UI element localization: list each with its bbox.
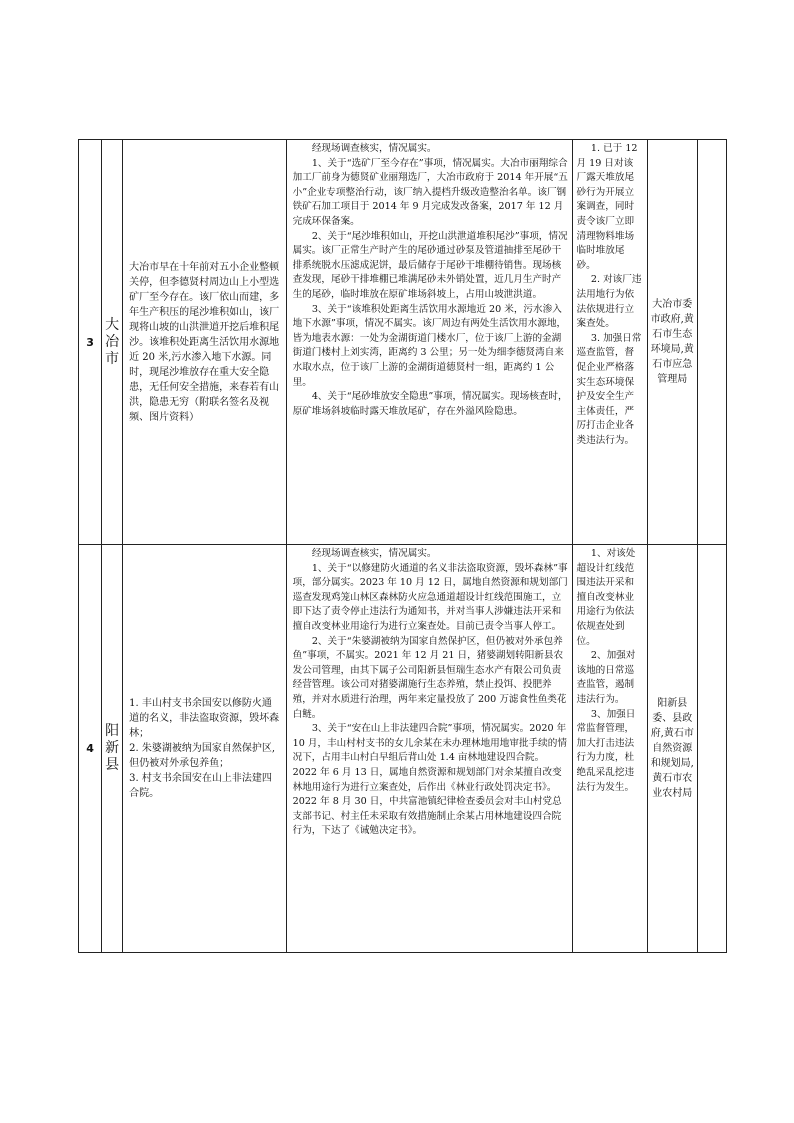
measure-item: 3. 加强日常巡查监管，督促企业严格落实生态环境保护及安全生产主体责任，严厉打击企业各类违法行为。 [576, 332, 642, 446]
measure-item: 1. 已于 12 月 19 日对该厂露天堆放尾砂行为开展立案调查，同时责令该厂立即清理物料堆场临时堆放尾砂。 [576, 143, 638, 271]
empty-cell [697, 545, 726, 953]
row-number: 3 [79, 140, 102, 545]
check-result-cell [286, 545, 572, 953]
issue-cell [123, 545, 287, 953]
table-row [79, 140, 727, 545]
measure-item: 1、对该处超设计红线范围违法开采和擅自改变林业用途行为依法依规查处到位。 [576, 548, 636, 647]
issue-line: 1. 丰山村支书余国安以修防火通道的名义，非法盗取资源，毁坏森林； [129, 698, 280, 739]
issue-line: 2. 朱婆湖被纳为国家自然保护区,但仍被对外承包养鱼； [129, 743, 276, 769]
issue-cell [123, 140, 287, 545]
area-text: 阳新县 [105, 723, 120, 773]
measures-cell [572, 545, 647, 953]
check-paragraph: 经现场调查核实，情况属实。 [311, 548, 437, 559]
row-number: 4 [79, 545, 102, 953]
responsible-unit: 大冶市委市政府,黄石市生态环境局,黄石市应急管理局 [647, 140, 697, 545]
check-result-cell [286, 140, 572, 545]
measures-cell [572, 140, 647, 545]
area-name [102, 140, 123, 545]
check-paragraph: 2、关于“尾沙堆积如山，开挖山洪泄道堆积尾沙”事项，情况属实。该厂正常生产时产生的尾砂通过砂泵及管道抽排至尾砂干排系统脱水压滤成泥饼，最后储存于尾砂干堆棚待销售。现场核查发现，尾砂干排堆棚已堆满尾砂未外销处置，近几月生产时产生的尾砂，临时堆放在原矿堆场斜坡上，占用山坡泄洪道。 [292, 230, 568, 300]
complaint-table [78, 139, 727, 953]
empty-cell [697, 140, 726, 545]
measure-item: 2、加强对该地的日常巡查监管，遏制违法行为。 [576, 650, 636, 705]
check-paragraph: 3、关于“安在山上非法建四合院”事项，情况属实。2020 年 10 月，丰山村村支书的女儿余某在未办理林地用地审批手续的情况下，占用丰山村白早组后背山处 1.4 亩林地建设四合院。2022 年 6 月 13 日，属地自然资源和规划部门对余某擅自改变林地用途行为进行立案查处，后作出《林业行政处罚决定书》。2022 年 8 月 30 日，中共富池镇纪律检查委员会对丰山村党总支部书记、村主任未采取有效措施制止余某占用林地建设四合院行为，下达了《诫勉决定书》。 [292, 723, 567, 837]
check-paragraph: 2、关于“朱婆湖被纳为国家自然保护区，但仍被对外承包养鱼”事项，不属实。2021 年 12 月 21 日，猪婆湖划转阳新县农发公司管理，由其下属子公司阳新县恒瑞生态水产有限公司负责经营管理。该公司对猪婆湖施行生态养殖，禁止投饵、投肥养殖，并对水质进行治理，两年来定量投放了 200 万滤食性鱼类花白鲢。 [292, 635, 567, 720]
area-text: 大冶市 [105, 316, 120, 367]
check-paragraph: 经现场调查核实，情况属实。 [311, 143, 437, 154]
responsible-unit: 阳新县委、县政府,黄石市自然资源和规划局,黄石市农业农村局 [647, 545, 697, 953]
check-paragraph: 3、关于“该堆积处距离生活饮用水源地近 20 米，污水渗入地下水源”事项，情况不属实。该厂周边有两处生活饮用水源地，皆为地表水源：一处为金湖街道门楼水厂，位于该厂上游的金湖街道门楼村上刘实湾，距离约 3 公里；另一处为细李德贤湾自来水取水点，位于该厂上游的金湖街道德贤村一组，距离约 1 公里。 [292, 303, 567, 388]
check-paragraph: 1、关于“以修建防火通道的名义非法盗取资源，毁坏森林”事项，部分属实。2023 年 10 月 12 日，属地自然资源和规划部门巡查发现鸡笼山林区森林防火应急通道超设计红线范围施工，立即下达了责令停止违法行为通知书，并对当事人涉嫌违法开采和擅自改变林业用途行为进行立案查处。目前已责令当事人停工。 [292, 562, 568, 632]
measure-item: 3、加强日常监督管理，加大打击违法行为力度，杜绝乱采乱挖违法行为发生。 [576, 708, 636, 793]
check-paragraph: 1、关于“选矿厂至今存在”事项，情况属实。大冶市丽翔综合加工厂前身为德贤矿业丽翔选厂，大冶市政府于 2014 年开展“五小”企业专项整治行动，该厂纳入提档升级改造整治名单。该厂钢铁矿石加工项目于 2014 年 9 月完成发改备案，2017 年 12 月完成环保备案。 [292, 157, 568, 227]
area-name [102, 545, 123, 953]
issue-text: 大冶市早在十年前对五小企业整顿关停，但李德贤村周边山上小型选矿厂至今存在。该厂依山而建，多年生产积压的尾沙堆积如山，该厂现将山坡的山洪泄道开挖后堆积尾沙。该堆积处距离生活饮用水源地近 20 米,污水渗入地下水源。同时，现尾沙堆放存在重大安全隐患，无任何安全措施，来春若有山洪，隐患无穷（附联名签名及视频、图片资料） [129, 261, 280, 423]
table-row [79, 545, 727, 953]
measure-item: 2. 对该厂违法用地行为依法依规进行立案查处。 [576, 274, 642, 330]
issue-line: 3. 村支书余国安在山上非法建四合院。 [129, 773, 272, 799]
check-paragraph: 4、关于“尾砂堆放安全隐患”事项，情况属实。现场核查时，原矿堆场斜坡临时露天堆放尾矿，存在外溢风险隐患。 [292, 391, 568, 417]
